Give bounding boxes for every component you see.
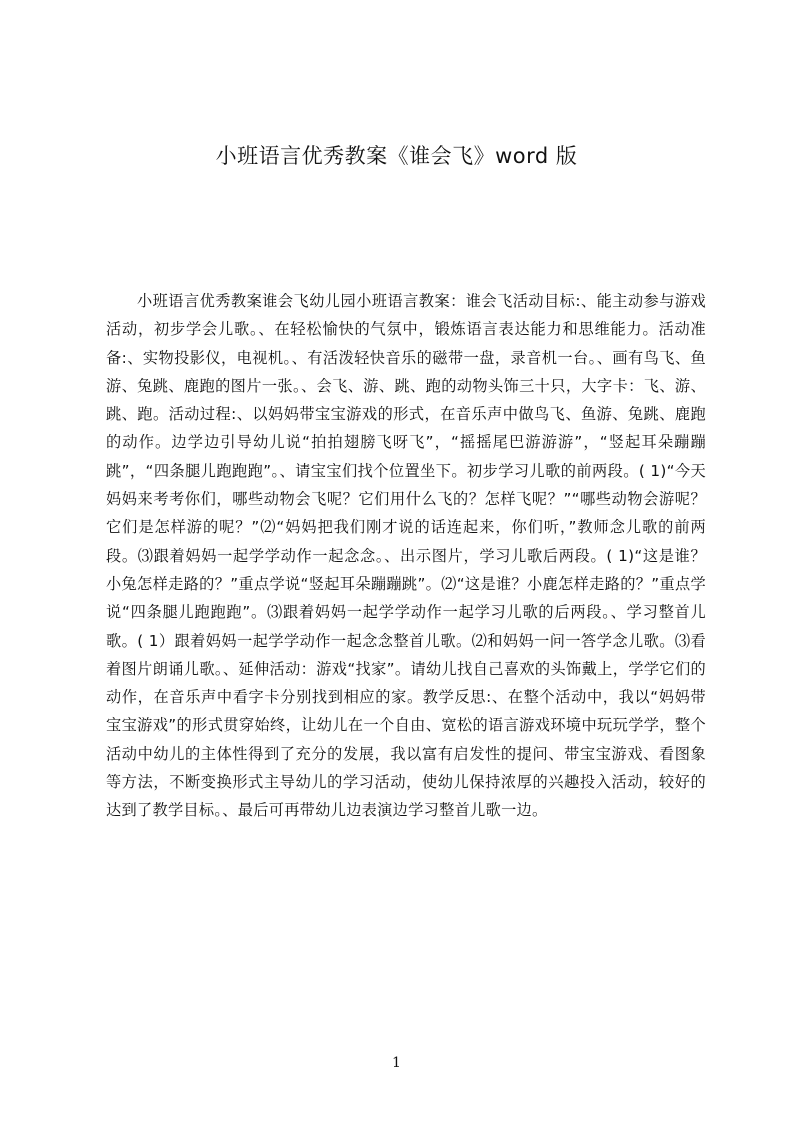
document-title: 小班语言优秀教案《谁会飞》word 版 (215, 144, 578, 168)
page-number: 1 (392, 1055, 401, 1071)
document-body-paragraph: 小班语言优秀教案谁会飞幼儿园小班语言教案：谁会飞活动目标:、能主动参与游戏活动，初步学会儿歌。、在轻松愉快的气氛中，锻炼语言表达能力和思维能力。活动准备:、实物投影仪，电视机。、有活泼轻快音乐的磁带一盘，录音机一台。、画有鸟飞、鱼游、兔跳、鹿跑的图片一张。、会飞、游、跳、跑的动物头饰三十只，大字卡：飞、游、跳、跑。活动过程:、以妈妈带宝宝游戏的形式，在音乐声中做鸟飞、鱼游、兔跳、鹿跑的动作。边学边引导幼儿说“拍拍翅膀飞呀飞”，“摇摇尾巴游游游”，“竖起耳朵蹦蹦跳”，“四条腿儿跑跑跑”。、请宝宝们找个位置坐下。初步学习儿歌的前两段。( 1)“今天妈妈来考考你们，哪些动物会飞呢？它们用什么飞的？怎样飞呢？”“哪些动物会游呢？它们是怎样游的呢？”⑵“妈妈把我们刚才说的话连起来，你们听，”教师念儿歌的前两段。⑶跟着妈妈一起学学动作一起念念。、出示图片，学习儿歌后两段。( 1)“这是谁？小兔怎样走路的？”重点学说“竖起耳朵蹦蹦跳”。⑵“这是谁？小鹿怎样走路的？”重点学说“四条腿儿跑跑跑”。⑶跟着妈妈一起学学动作一起学习儿歌的后两段。、学习整首儿歌。( 1）跟着妈妈一起学学动作一起念念整首儿歌。⑵和妈妈一问一答学念儿歌。⑶看着图片朗诵儿歌。、延伸活动：游戏“找家”。请幼儿找自己喜欢的头饰戴上，学学它们的动作，在音乐声中看字卡分别找到相应的家。教学反思:、在整个活动中，我以“妈妈带宝宝游戏”的形式贯穿始终，让幼儿在一个自由、宽松的语言游戏环境中玩玩学学，整个活动中幼儿的主体性得到了充分的发展，我以富有启发性的提问、带宝宝游戏、看图象等方法，不断变换形式主导幼儿的学习活动，使幼儿保持浓厚的兴趣投入活动，较好的达到了教学目标。、最后可再带幼儿边表演边学习整首儿歌一边。 (106, 292, 706, 820)
